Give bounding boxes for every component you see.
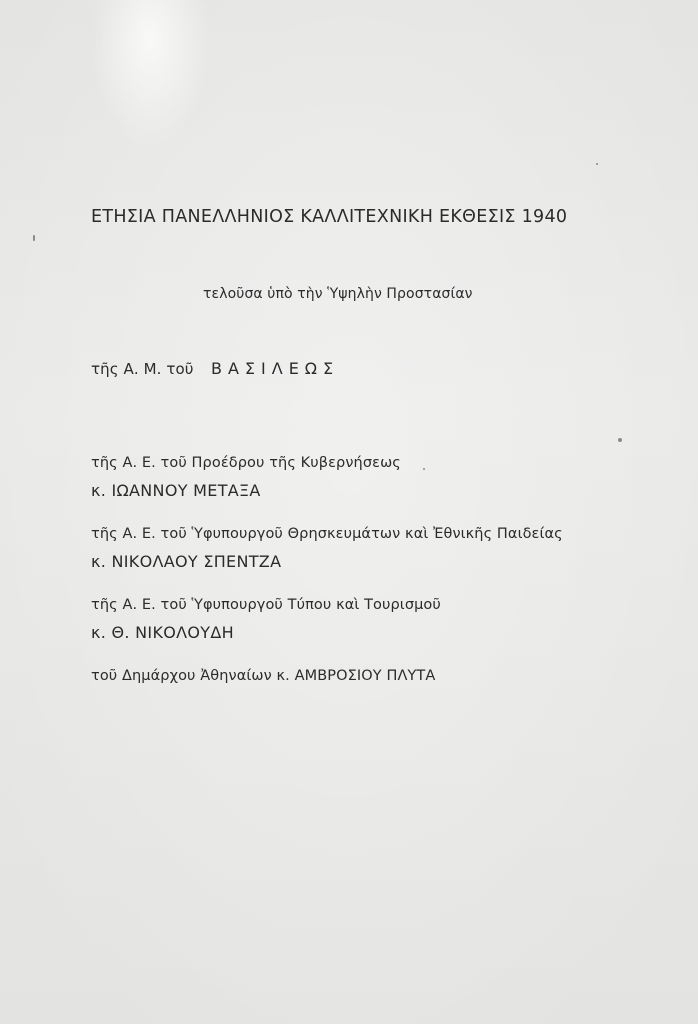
patron-name-education: κ. ΝΙΚΟΛΑΟΥ ΣΠΕΝΤΖΑ <box>91 552 282 571</box>
page-title: ΕΤΗΣΙΑ ΠΑΝΕΛΛΗΝΙΟΣ ΚΑΛΛΙΤΕΧΝΙΚΗ ΕΚΘΕΣΙΣ 1940 <box>91 207 568 227</box>
patron-role-press-tourism: τῆς Α. Ε. τοῦ Ὑφυπουργοῦ Τύπου καὶ Τουρισμοῦ <box>91 597 441 613</box>
king-name: ΒΑΣΙΛΕΩΣ <box>211 359 340 378</box>
mayor-line: τοῦ Δημάρχου Ἀθηναίων κ. ΑΜΒΡΟΣΙΟΥ ΠΛΥΤΑ <box>91 668 436 684</box>
page-subtitle: τελοῦσα ὑπὸ τὴν Ὑψηλὴν Προστασίαν <box>203 286 473 302</box>
patron-role-education: τῆς Α. Ε. τοῦ Ὑφυπουργοῦ Θρησκευμάτων καὶ Ἐθνικῆς Παιδείας <box>91 526 563 542</box>
paper-speck <box>596 163 598 165</box>
patron-name-press-tourism: κ. Θ. ΝΙΚΟΛΟΥΔΗ <box>91 623 234 642</box>
paper-speck <box>618 438 622 442</box>
paper-speck <box>33 235 35 241</box>
patron-name-prime-minister: κ. ΙΩΑΝΝΟΥ ΜΕΤΑΞΑ <box>91 481 261 500</box>
king-prefix: τῆς Α. Μ. τοῦ <box>91 360 194 378</box>
paper-speck <box>423 468 425 470</box>
patron-role-prime-minister: τῆς Α. Ε. τοῦ Προέδρου τῆς Κυβερνήσεως <box>91 455 401 471</box>
